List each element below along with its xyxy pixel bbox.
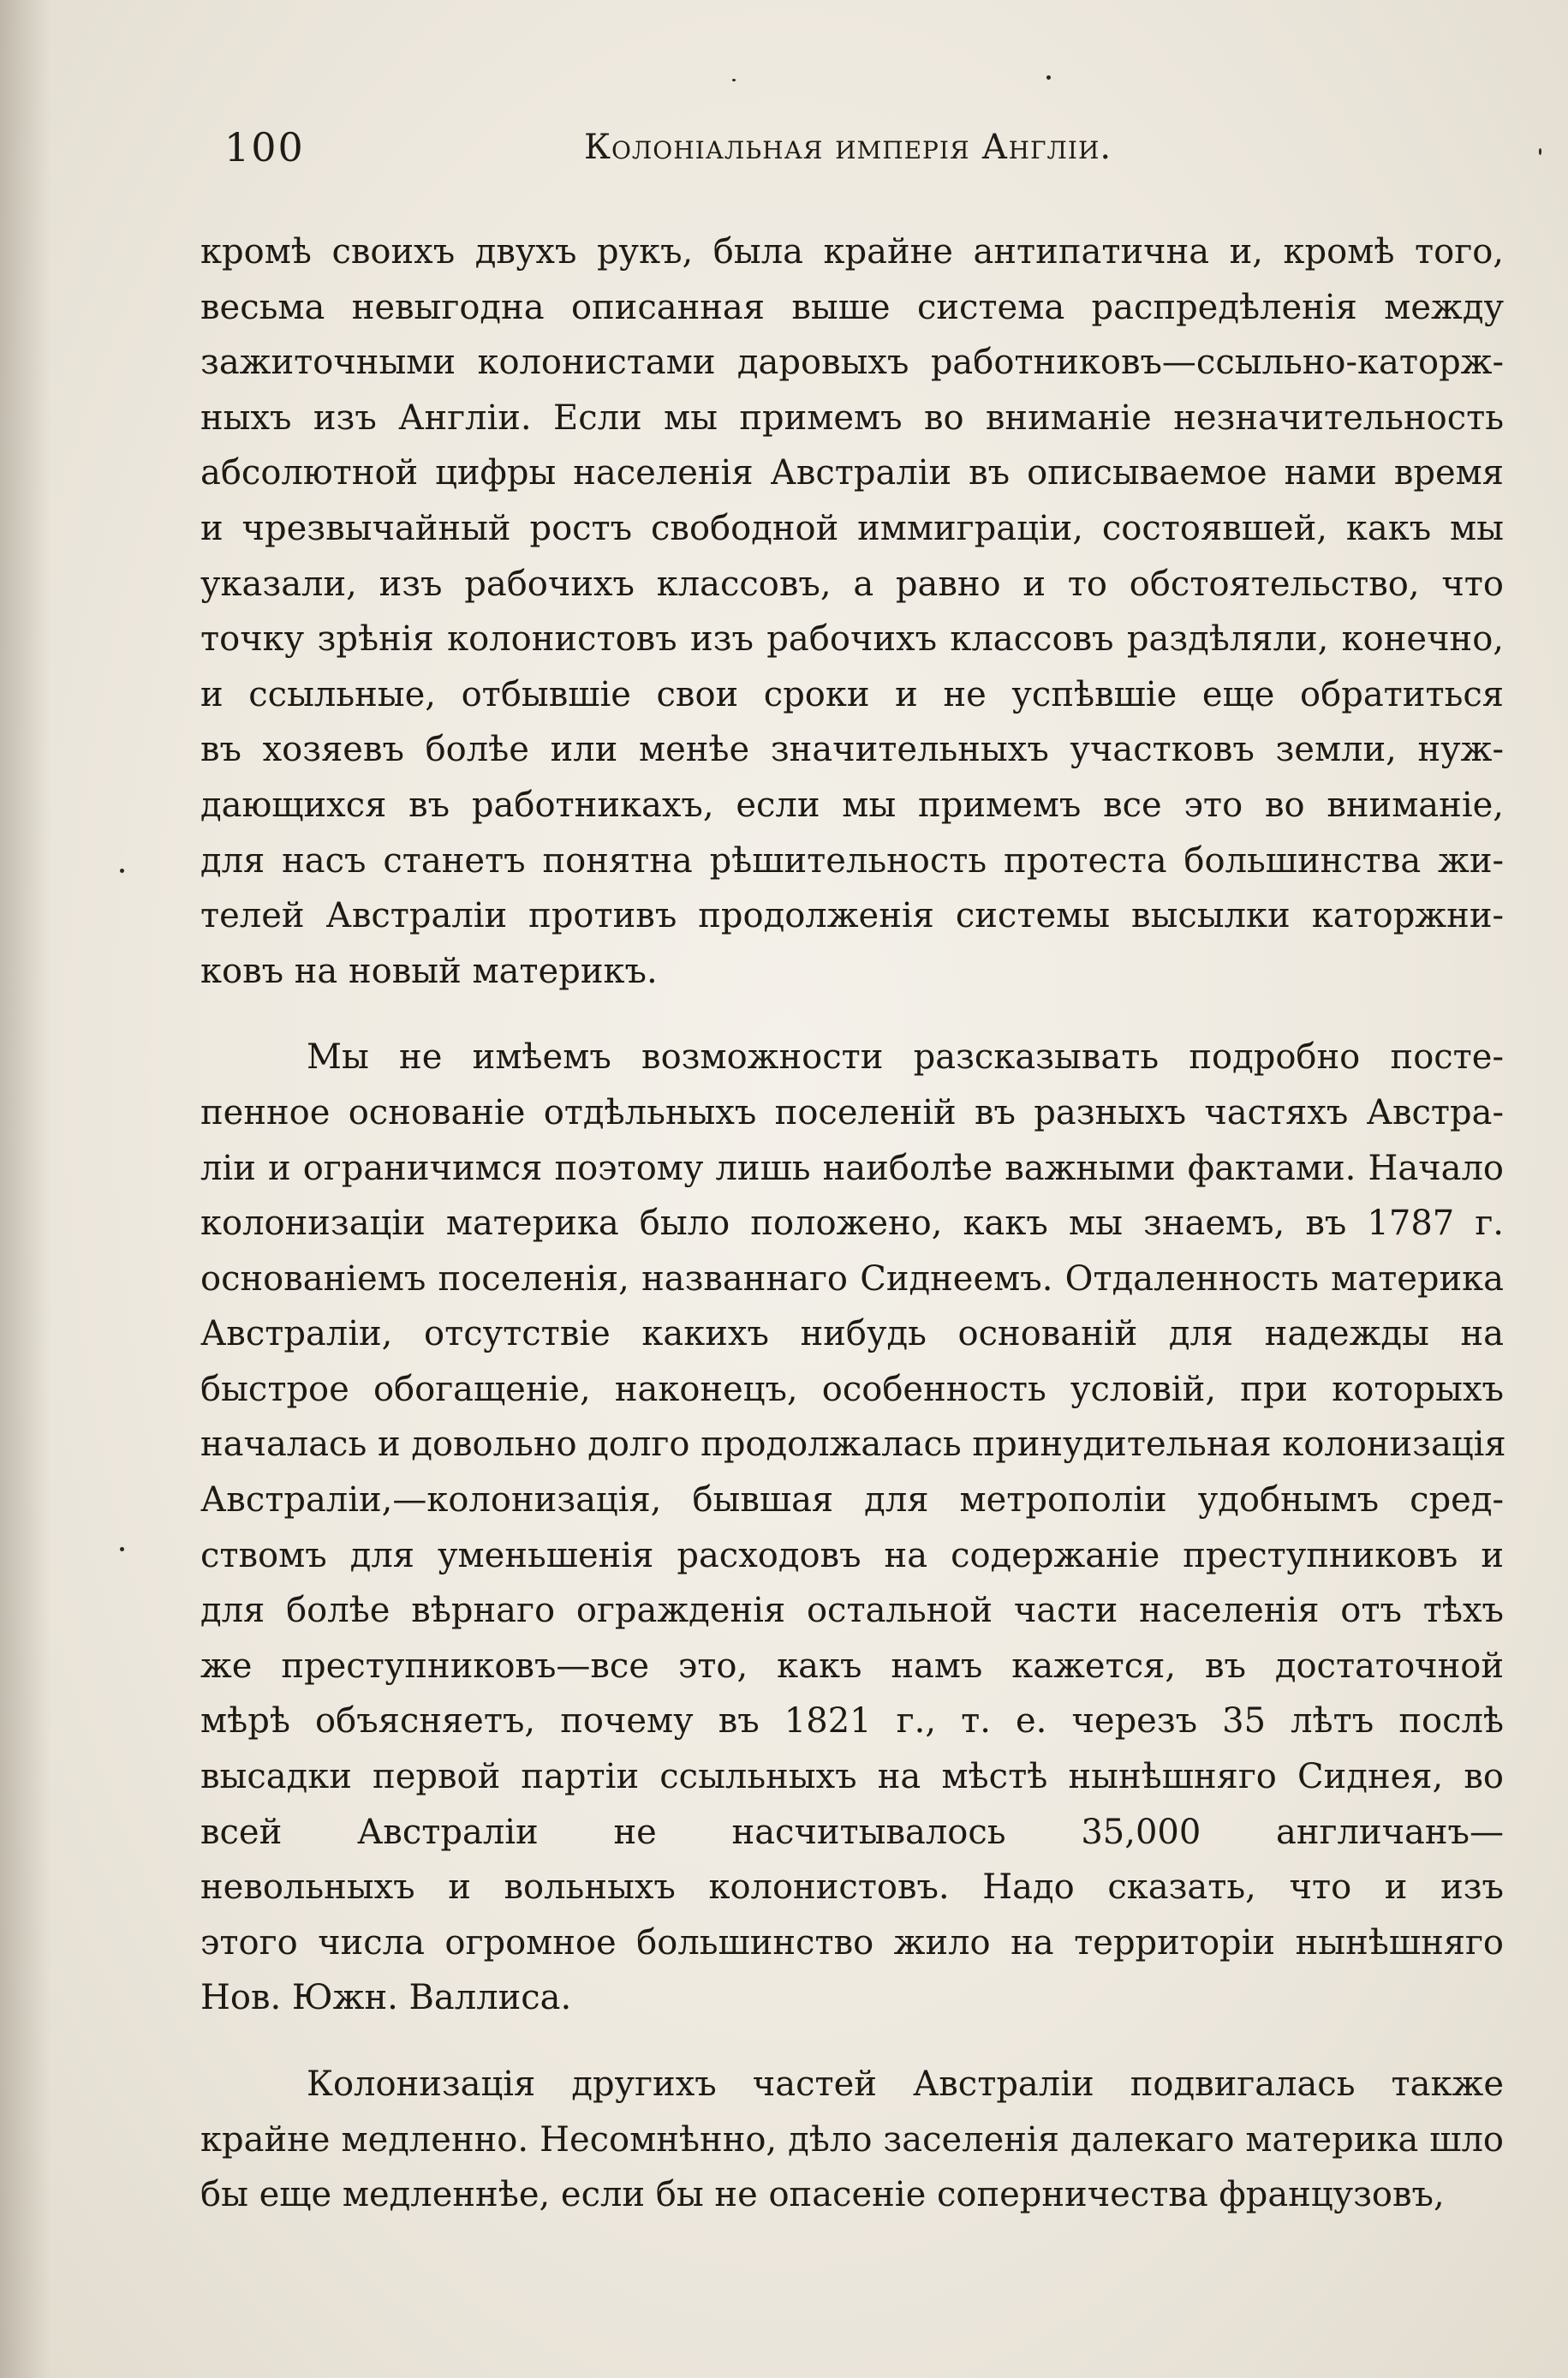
text-line: телей Австраліи противъ продолженія системы высылки каторжни- [200,896,1504,936]
text-line: Колонизація другихъ частей Австраліи подвигалась также [307,2064,1504,2104]
paper-speck [732,79,736,81]
paper-speck [1539,148,1541,155]
text-line: и ссыльные, отбывшіе свои сроки и не успѣвшіе еще обратиться [200,674,1504,714]
text-line: всей Австраліи не насчитывалось 35,000 англичанъ— [200,1812,1504,1852]
text-line: ствомъ для уменьшенія расходовъ на содержаніе преступниковъ и [200,1535,1504,1575]
text-line: невольныхъ и вольныхъ колонистовъ. Надо сказать, что и изъ [200,1867,1504,1908]
page-edge-shadow [0,0,51,2378]
text-line: этого числа огромное большинство жило на территоріи нынѣшняго [200,1922,1504,1963]
text-line: крайне медленно. Несомнѣнно, дѣло заселенія далекаго материка шло [200,2119,1504,2160]
paragraph [200,1030,1504,2026]
running-title: Колоніальная имперія Англіи. [584,128,1112,167]
text-line: точку зрѣнія колонистовъ изъ рабочихъ классовъ раздѣляли, конечно, [200,619,1504,660]
text-line: дающихся въ работникахъ, если мы примемъ все это во вниманіе, [200,785,1504,825]
body-text [200,224,1504,2223]
paragraph-gap [200,999,1504,1030]
text-line: Австраліи,—колонизація, бывшая для метрополіи удобнымъ сред- [200,1480,1504,1521]
text-line: Нов. Южн. Валлиса. [200,1978,572,2018]
paper-speck [120,869,124,873]
text-line: быстрое обогащеніе, наконецъ, особенность условій, при которыхъ [200,1369,1504,1409]
text-line: началась и довольно долго продолжалась принудительная колонизація [200,1425,1506,1465]
text-line: колонизаціи материка было положено, какъ мы знаемъ, въ 1787 г. [200,1204,1504,1244]
paper-speck [120,1547,124,1551]
page-number: 100 [224,124,305,170]
text-line: для болѣе вѣрнаго огражденія остальной части населенія отъ тѣхъ [200,1591,1504,1631]
text-line: ковъ на новый материкъ. [200,951,658,991]
page-header [224,124,1492,184]
text-line: Австраліи, отсутствіе какихъ нибудь основаній для надежды на [200,1314,1504,1354]
paragraph [200,2057,1504,2223]
paper-speck [1046,75,1051,80]
text-line: весьма невыгодна описанная выше система распредѣленія между [200,287,1504,327]
text-line: пенное основаніе отдѣльныхъ поселеній въ разныхъ частяхъ Австра- [200,1092,1504,1132]
text-line: ліи и ограничимся поэтому лишь наиболѣе важными фактами. Начало [200,1148,1504,1188]
text-line: зажиточными колонистами даровыхъ работниковъ—ссыльно-каторж- [200,343,1504,383]
text-line: бы еще медленнѣе, если бы не опасеніе соперничества французовъ, [200,2175,1445,2215]
text-line: въ хозяевъ болѣе или менѣе значительныхъ участковъ земли, нуж- [200,730,1504,770]
paragraph-gap [200,2026,1504,2057]
text-line: абсолютной цифры населенія Австраліи въ описываемое нами время [200,453,1504,493]
text-line: и чрезвычайный ростъ свободной иммиграціи, состоявшей, какъ мы [200,508,1504,548]
text-line: ныхъ изъ Англіи. Если мы примемъ во вниманіе незначительность [200,397,1504,438]
paragraph [200,224,1504,999]
text-line: же преступниковъ—все это, какъ намъ кажется, въ достаточной [200,1646,1504,1686]
text-line: основаніемъ поселенія, названнаго Сиднеемъ. Отдаленность материка [200,1258,1504,1299]
text-line: высадки первой партіи ссыльныхъ на мѣстѣ нынѣшняго Сиднея, во [200,1757,1504,1797]
text-line: Мы не имѣемъ возможности разсказывать подробно посте- [307,1037,1504,1078]
text-line: мѣрѣ объясняетъ, почему въ 1821 г., т. е. черезъ 35 лѣтъ послѣ [200,1701,1504,1742]
text-line: кромѣ своихъ двухъ рукъ, была крайне антипатична и, кромѣ того, [200,232,1504,272]
text-line: указали, изъ рабочихъ классовъ, а равно и то обстоятельство, что [200,564,1504,604]
text-line: для насъ станетъ понятна рѣшительность протеста большинства жи- [200,840,1504,881]
